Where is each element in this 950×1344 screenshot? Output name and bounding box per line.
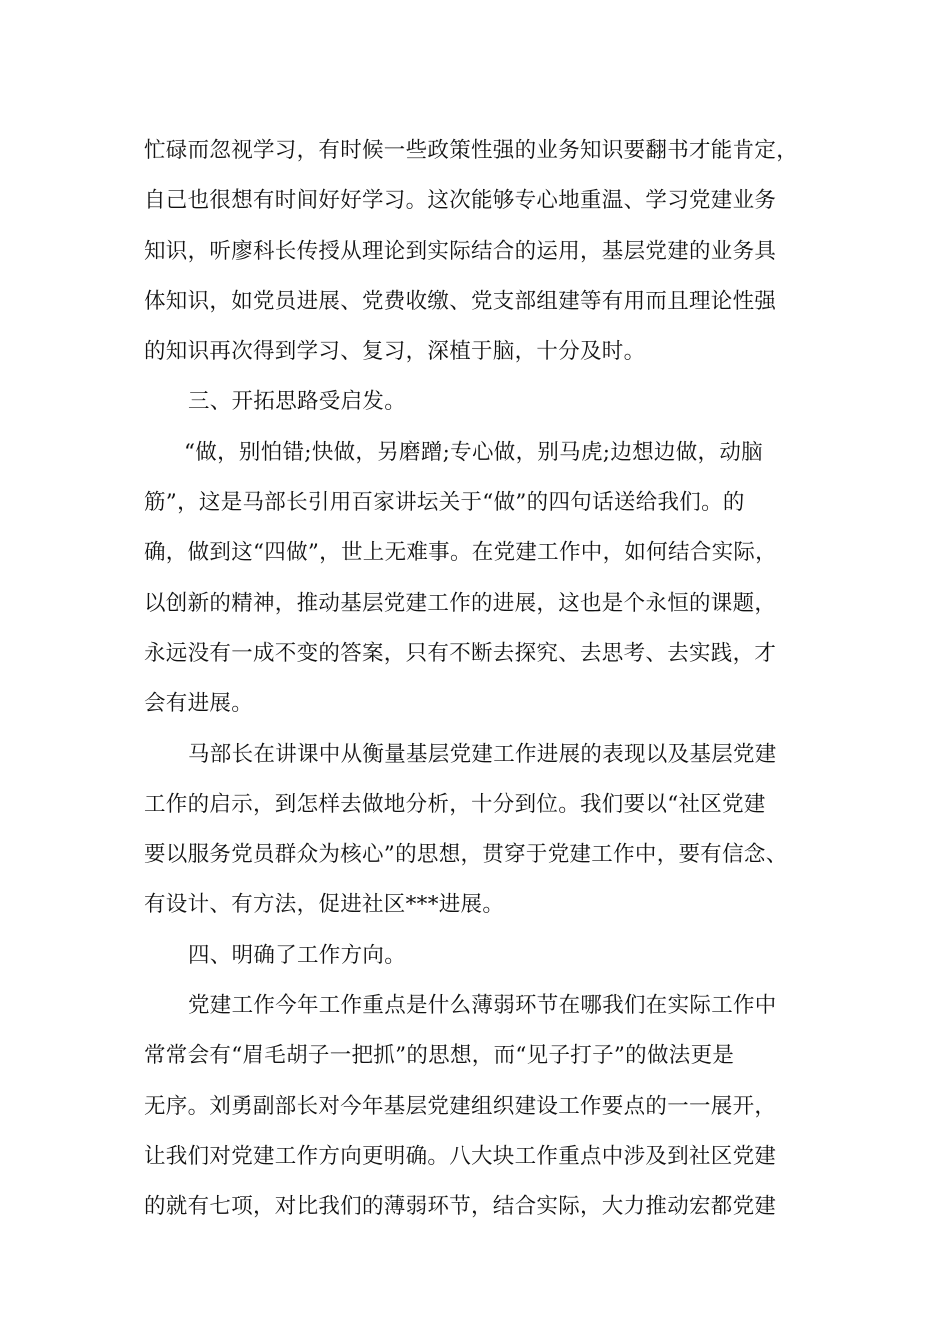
- text-line: 有设计、有方法，促进社区***进展。: [144, 892, 505, 918]
- text-line: 的知识再次得到学习、复习，深植于脑，十分及时。: [144, 339, 646, 365]
- text-line: 永远没有一成不变的答案，只有不断去探究、去思考、去实践，才: [144, 640, 777, 666]
- text-line: 知识，听廖科长传授从理论到实际结合的运用，基层党建的业务具: [144, 238, 777, 264]
- text-line: 让我们对党建工作方向更明确。八大块工作重点中涉及到社区党建: [144, 1143, 777, 1169]
- text-line: 自己也很想有时间好好学习。这次能够专心地重温、学习党建业务: [144, 188, 777, 214]
- text-line: 体知识，如党员进展、党费收缴、党支部组建等有用而且理论性强: [144, 288, 777, 314]
- text-line: 三、开拓思路受启发。: [188, 389, 407, 415]
- text-line: “做，别怕错;快做，另磨蹭;专心做，别马虎;边想边做，动脑: [184, 439, 763, 465]
- text-line: 无序。刘勇副部长对今年基层党建组织建设工作要点的一一展开，: [144, 1093, 777, 1119]
- text-line: 以创新的精神，推动基层党建工作的进展，这也是个永恒的课题，: [144, 590, 777, 616]
- text-line: 筋”，这是马部长引用百家讲坛关于“做”的四句话送给我们。的: [144, 490, 745, 516]
- text-line: 马部长在讲课中从衡量基层党建工作进展的表现以及基层党建: [188, 741, 777, 767]
- text-line: 的就有七项，对比我们的薄弱环节，结合实际，大力推动宏都党建: [144, 1194, 777, 1220]
- text-line: 确，做到这“四做”，世上无难事。在党建工作中，如何结合实际，: [144, 540, 777, 566]
- text-line: 工作的启示，到怎样去做地分析，十分到位。我们要以“社区党建: [144, 791, 766, 817]
- text-line: 常常会有“眉毛胡子一把抓”的思想，而“见子打子”的做法更是: [144, 1043, 735, 1069]
- body-text: [144, 126, 814, 1233]
- text-line: 四、明确了工作方向。: [188, 942, 407, 968]
- text-line: 忙碌而忽视学习，有时候一些政策性强的业务知识要翻书才能肯定，: [144, 138, 799, 163]
- text-line: 会有进展。: [144, 691, 254, 717]
- text-line: 党建工作今年工作重点是什么薄弱环节在哪我们在实际工作中: [188, 993, 777, 1019]
- text-line: 要以服务党员群众为核心”的思想，贯穿于党建工作中，要有信念、: [144, 842, 788, 868]
